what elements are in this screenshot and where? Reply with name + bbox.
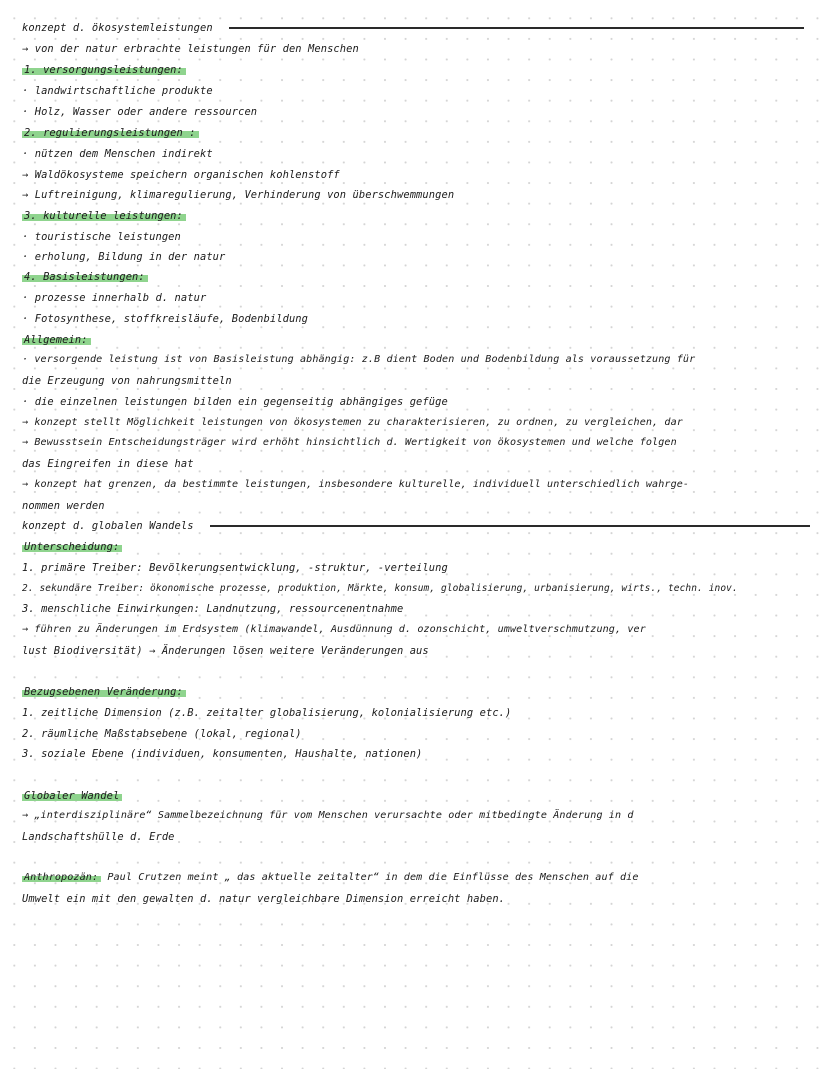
regulierung-item: · nützen dem Menschen indirekt bbox=[22, 148, 213, 160]
kulturell-heading: 3. kulturelle leistungen: bbox=[22, 210, 828, 222]
allgemein-item: → Bewusstsein Entscheidungsträger wird erhöht hinsichtlich d. Wertigkeit von ökosystemen und welche folgen bbox=[22, 437, 677, 448]
versorgung-item: · landwirtschaftliche produkte bbox=[22, 85, 213, 97]
allgemein-item: das Eingreifen in diese hat bbox=[22, 458, 194, 470]
allgemein-item: nommen werden bbox=[22, 500, 105, 512]
basis-item: · Fotosynthese, stoffkreisläufe, Bodenbildung bbox=[22, 313, 309, 325]
allgemein-heading: Allgemein: bbox=[22, 334, 828, 346]
unterscheidung-item: 2. sekundäre Treiber: ökonomische prozesse, produktion, Märkte, konsum, globalisierung, urbanisierung, wirts., techn. inov. bbox=[22, 583, 738, 594]
regulierung-heading: 2. regulierungsleistungen : bbox=[22, 127, 828, 139]
unterscheidung-item: → führen zu Änderungen im Erdsystem (klimawandel, Ausdünnung d. ozonschicht, umweltverschmutzung, ver bbox=[22, 624, 646, 635]
intro-line: → von der natur erbrachte leistungen für den Menschen bbox=[22, 43, 359, 55]
unterscheidung-heading: Unterscheidung: bbox=[22, 541, 828, 553]
unterscheidung-item: 3. menschliche Einwirkungen: Landnutzung, ressourcenentnahme bbox=[22, 603, 404, 615]
allgemein-item: · versorgende leistung ist von Basisleistung abhängig: z.B dient Boden und Bodenbildung als voraussetzung für bbox=[22, 354, 696, 365]
title-underline bbox=[229, 27, 804, 28]
title-underline bbox=[210, 525, 810, 526]
versorgung-heading: 1. versorgungsleistungen: bbox=[22, 64, 828, 76]
unterscheidung-item: lust Biodiversität) → Änderungen lösen weitere Veränderungen aus bbox=[22, 645, 429, 657]
bezugsebenen-item: 2. räumliche Maßstabsebene (lokal, regional) bbox=[22, 728, 302, 740]
regulierung-item: → Waldökosysteme speichern organischen kohlenstoff bbox=[22, 169, 340, 181]
bezugsebenen-heading: Bezugsebenen Veränderung: bbox=[22, 686, 828, 698]
anthropozaen-line: Anthropozän: Paul Crutzen meint „ das aktuelle zeitalter“ in dem die Einflüsse des Menschen auf die bbox=[24, 872, 639, 883]
bezugsebenen-item: 1. zeitliche Dimension (z.B. zeitalter globalisierung, kolonialisierung etc.) bbox=[22, 707, 512, 719]
basis-heading: 4. Basisleistungen: bbox=[22, 271, 828, 283]
kulturell-item: · erholung, Bildung in der natur bbox=[22, 251, 226, 263]
anthropozaen-text: Umwelt ein mit den gewalten d. natur vergleichbare Dimension erreicht haben. bbox=[22, 893, 506, 905]
bezugsebenen-item: 3. soziale Ebene (individuen, konsumenten, Haushalte, nationen) bbox=[22, 748, 423, 760]
allgemein-item: · die einzelnen leistungen bilden ein gegenseitig abhängiges gefüge bbox=[22, 396, 448, 408]
heading-konzept-globaler-wandel: konzept d. globalen Wandels bbox=[22, 520, 828, 532]
unterscheidung-item: 1. primäre Treiber: Bevölkerungsentwicklung, -struktur, -verteilung bbox=[22, 562, 448, 574]
basis-item: · prozesse innerhalb d. natur bbox=[22, 292, 207, 304]
allgemein-item: → konzept stellt Möglichkeit leistungen von ökosystemen zu charakterisieren, zu ordnen, zu vergleichen, dar bbox=[22, 417, 683, 428]
globaler-wandel-text: Landschaftshülle d. Erde bbox=[22, 831, 175, 843]
versorgung-item: · Holz, Wasser oder andere ressourcen bbox=[22, 106, 258, 118]
regulierung-item: → Luftreinigung, klimaregulierung, Verhinderung von überschwemmungen bbox=[22, 189, 455, 201]
globaler-wandel-text: → „interdisziplinäre“ Sammelbezeichnung für vom Menschen verursachte oder mitbedingte Änderung in d bbox=[22, 810, 634, 821]
heading-konzept-oekosystemleistungen: konzept d. ökosystemleistungen bbox=[22, 22, 828, 34]
allgemein-item: → konzept hat grenzen, da bestimmte leistungen, insbesondere kulturelle, individuell unterschiedlich wahrge- bbox=[22, 479, 690, 490]
kulturell-item: · touristische leistungen bbox=[22, 231, 181, 243]
allgemein-item: die Erzeugung von nahrungsmitteln bbox=[22, 375, 232, 387]
globaler-wandel-heading: Globaler Wandel bbox=[22, 790, 828, 802]
